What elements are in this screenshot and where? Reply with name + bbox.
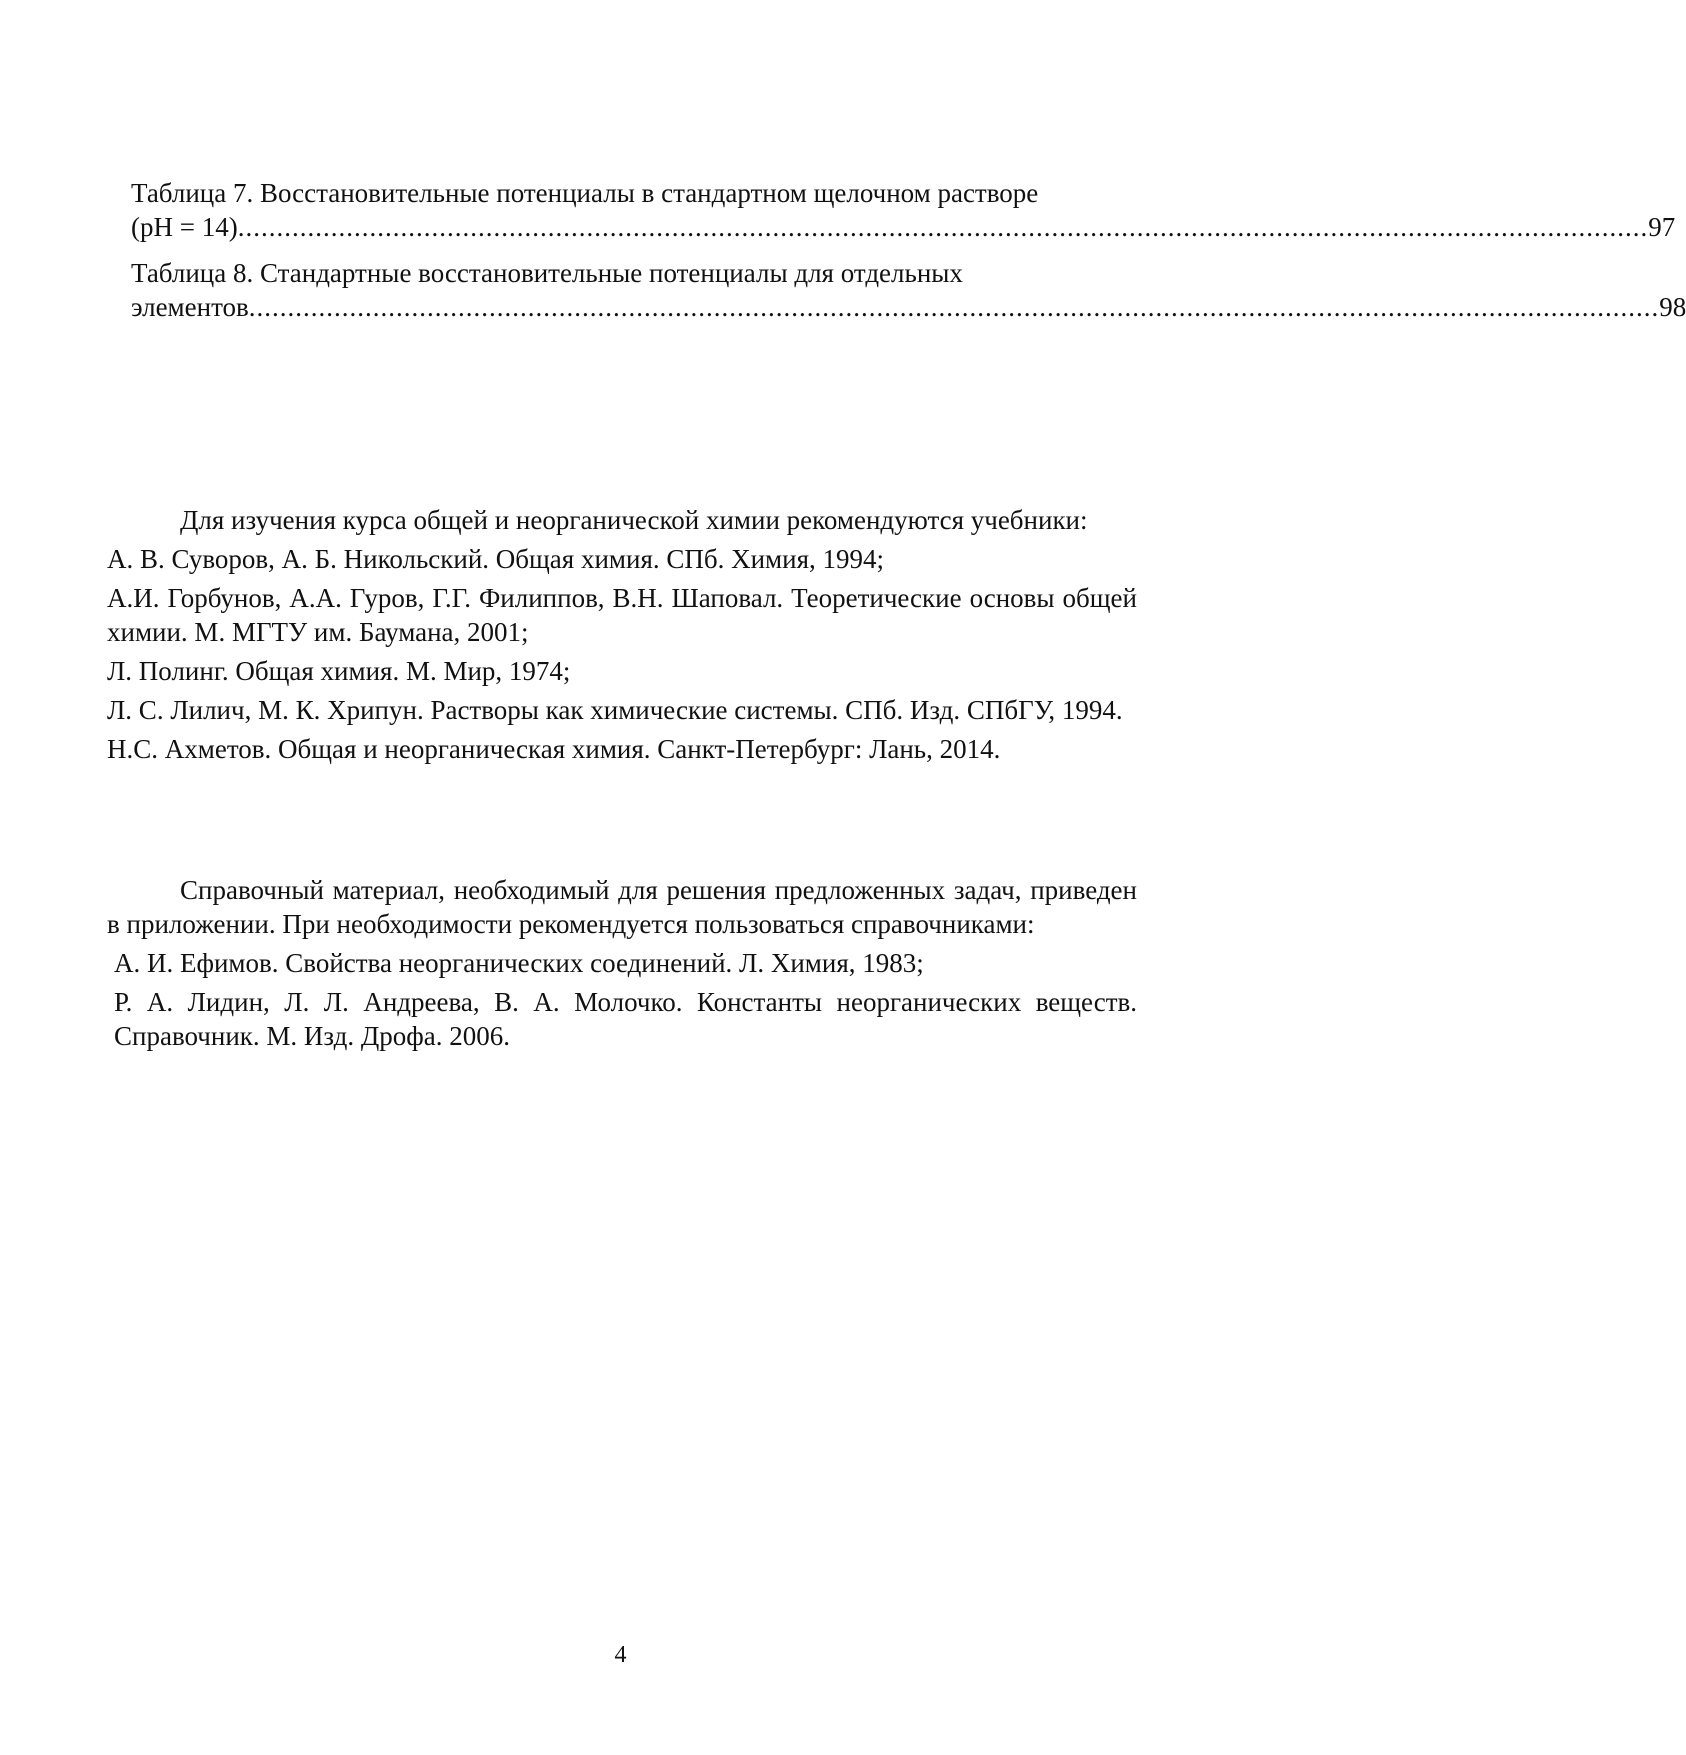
table-of-contents — [131, 176, 1686, 336]
toc-entry-continuation — [131, 290, 1686, 324]
toc-entry-title: Таблица 8. Стандартные восстановительные потенциалы для отдельных — [131, 258, 963, 288]
toc-dot-leader: ...................................................................................................................................................................................... — [248, 292, 1660, 322]
toc-entry-title-end: (pH = 14) — [131, 212, 238, 242]
reference-item: Р. А. Лидин, Л. Л. Андреева, В. А. Молочко. Константы неорганических веществ. Справочник. М. Изд. Дрофа. 2006. — [114, 987, 1137, 1051]
textbooks-section — [107, 503, 1137, 771]
toc-page-number: 97 — [1648, 212, 1676, 242]
toc-entry-title: Таблица 7. Восстановительные потенциалы в стандартном щелочном растворе — [131, 178, 1039, 208]
toc-entry-table-8[interactable] — [131, 256, 1686, 324]
toc-entry-continuation — [131, 210, 1676, 244]
textbook-item: Л. Полинг. Общая химия. М. Мир, 1974; — [107, 656, 571, 686]
toc-page-number: 98 — [1659, 292, 1686, 322]
reference-intro: Справочный материал, необходимый для решения предложенных задач, приведен в приложении. При необходимости рекомендуется пользоваться справочниками: — [107, 875, 1137, 939]
textbook-item: А.И. Горбунов, А.А. Гуров, Г.Г. Филиппов, В.Н. Шаповал. Теоретические основы общей химии. М. МГТУ им. Баумана, 2001; — [107, 583, 1137, 647]
textbook-item: Л. С. Лилич, М. К. Хрипун. Растворы как химические системы. СПб. Изд. СПбГУ, 1994. — [107, 695, 1123, 725]
toc-dot-leader: ...................................................................................................................................................................................... — [237, 212, 1649, 242]
reference-item: А. И. Ефимов. Свойства неорганических соединений. Л. Химия, 1983; — [114, 948, 924, 978]
textbooks-intro: Для изучения курса общей и неорганической химии рекомендуются учебники: — [180, 505, 1088, 535]
textbook-item: Н.С. Ахметов. Общая и неорганическая химия. Санкт-Петербург: Лань, 2014. — [107, 734, 1001, 764]
toc-entry-title-end: элементов — [131, 292, 249, 322]
toc-entry-table-7[interactable] — [131, 176, 1676, 244]
reference-section — [107, 873, 1137, 1058]
page-number: 4 — [614, 1642, 627, 1668]
textbook-item: А. В. Суворов, А. Б. Никольский. Общая химия. СПб. Химия, 1994; — [107, 544, 885, 574]
